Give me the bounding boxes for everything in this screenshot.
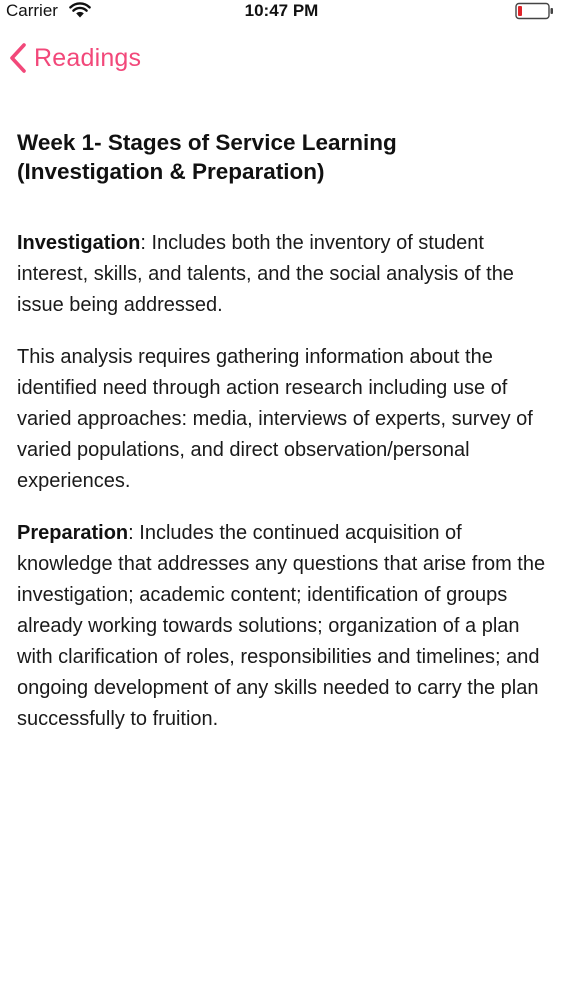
paragraph-investigation (17, 228, 547, 321)
term-preparation: Preparation (17, 522, 129, 544)
page-title (17, 128, 547, 186)
carrier-label: Carrier (6, 1, 58, 20)
battery-icon (515, 2, 555, 20)
paragraph-analysis-text: This analysis requires gathering information about the identified need through action research including use of varied approaches: media, interviews of experts, survey of varied populations, and direct observation/personal experiences. (17, 346, 533, 492)
status-bar (0, 0, 563, 24)
paragraph-preparation-text: : Includes the continued acquisition of knowledge that addresses any questions that arise from the investigation; academic content; identification of groups already working towards solutions; organization of a plan with clarification of roles, responsibilities and timelines; and ongoing development of any skills needed to carry the plan successfully to fruition. (17, 522, 546, 730)
back-button-label: Readings (34, 43, 142, 72)
paragraph-investigation-text: : Includes both the inventory of student interest, skills, and talents, and the social analysis of the issue being addressed. (17, 232, 514, 316)
term-investigation: Investigation (17, 232, 141, 254)
article-content (17, 128, 547, 756)
chevron-left-icon (8, 42, 28, 74)
navigation-bar (0, 36, 563, 80)
paragraph-preparation (17, 518, 547, 735)
page-title-line-1: Week 1- Stages of Service Learning (17, 130, 397, 155)
back-button[interactable] (8, 38, 141, 78)
clock-time: 10:47 PM (244, 1, 319, 20)
paragraph-analysis (17, 342, 547, 497)
page-title-line-2: (Investigation & Preparation) (17, 159, 325, 184)
